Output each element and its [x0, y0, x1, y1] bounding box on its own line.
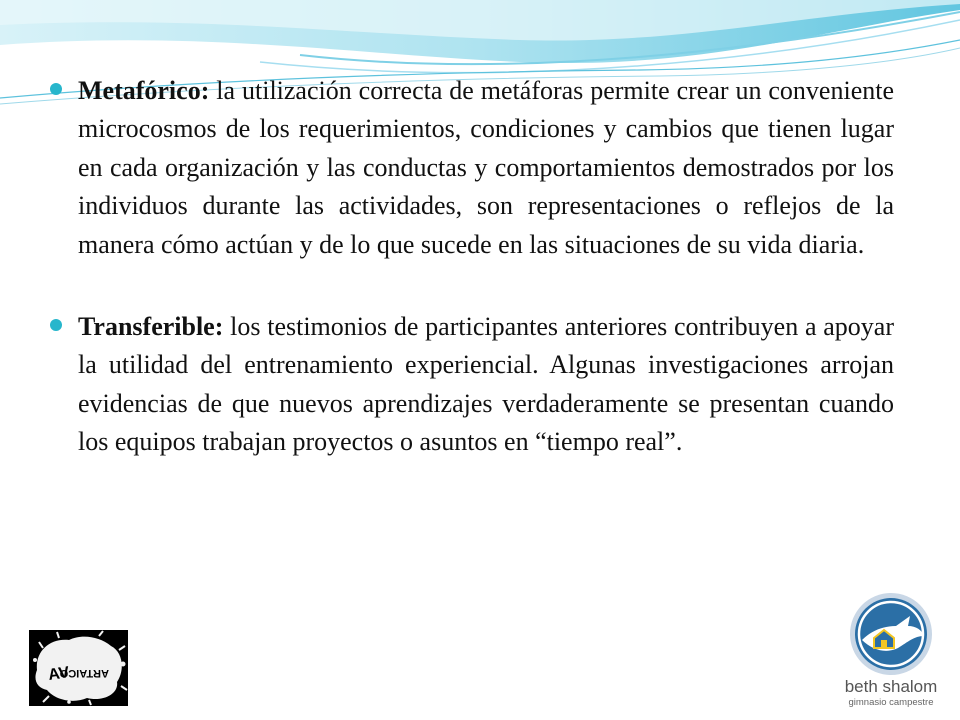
bullet-term: Metafórico:: [78, 76, 210, 105]
seal-subtitle: gimnasio campestre: [848, 697, 934, 708]
bullet-term: Transferible:: [78, 312, 224, 342]
bullet-text: la utilización correcta de metáforas permite crear un conveniente microcosmos de los requerimientos, condiciones y cambios que tienen lugar en cada organización y las conductas y comportamientos demostrados por los individuos durante las actividades, son representaciones o reflejos de la manera cómo actúan y de lo que sucede en las situaciones de su vida diaria.: [78, 76, 894, 259]
svg-text:ARTAICO: ARTAICO: [59, 667, 109, 679]
slide-content: [48, 72, 894, 462]
dove-house-icon: [838, 592, 944, 678]
bullet-transferible: [48, 308, 894, 462]
bullet-metaforico: [48, 72, 894, 264]
beth-shalom-logo: [838, 592, 944, 716]
svg-text:AV: AV: [47, 664, 71, 684]
seal-name: beth shalom: [844, 677, 938, 696]
bullet-text: los testimonios de participantes anteriores contribuyen a apoyar la utilidad del entrenamiento experiencial. Algunas investigaciones arrojan evidencias de que nuevos aprendizajes verdaderamente se presentan cuando los equipos trabajan proyectos o asuntos en “tiempo real”.: [78, 312, 894, 457]
bullet-dot-icon: [50, 319, 62, 331]
avartaico-logo: [29, 630, 128, 706]
bullet-dot-icon: [50, 83, 62, 95]
